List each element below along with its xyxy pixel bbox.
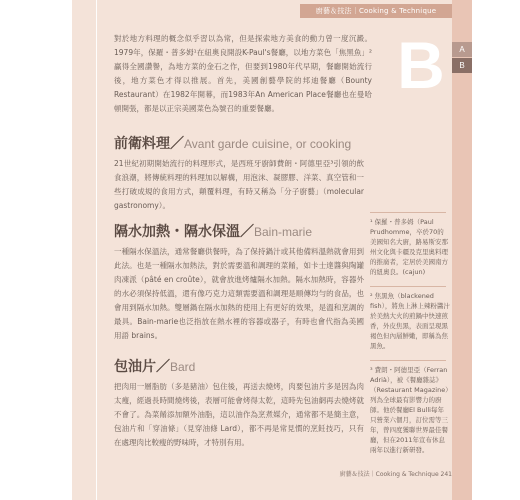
section-body: 把肉用一層脂肪（多是豬油）包住後，再送去燒烤，肉要包油片多是因為肉太瘦，經過長時間燒烤後，表層可能會烤得太乾，這時先包油網再去燒烤就不會了。為菜餚添加額外油脂，這以油作為烹煮媒介，通常都不是簡主意，包油片和「穿油條」（見穿油條 Lard），都不再是常見慣的烹飪技巧，只有在處理肉比較瘦的野味時，才特別有用。 xyxy=(114,382,364,447)
section-title-en: Bain-marie xyxy=(254,225,313,239)
section-avant-garde xyxy=(114,135,364,213)
page-footer: 廚藝＆技法｜Cooking & Technique 241 xyxy=(339,471,452,478)
note-divider xyxy=(370,212,446,213)
note-divider xyxy=(370,360,446,361)
chapter-letter: B xyxy=(397,28,445,102)
tab-b[interactable]: B xyxy=(452,58,472,73)
footnote: ³ 費朗・阿德里亞（Ferran Adrià），被《餐廳雜誌》（Restaurant Magazine）列為全球最有影響力的廚師。他於餐廳El Bulli每年只營業六個月，訂位需等三年，曾四度獲聯世界最佳餐廳，但在2011年宣布休息兩年以進行新研發。 xyxy=(370,366,449,454)
section-title-zh: 隔水加熱・隔水保溫／ xyxy=(114,224,254,240)
footnote: ² 焦黑魚（blackened fish），將魚上淋上辣粉醬汁於美熱大火的煎鍋中快速煎香，外皮焦黑，表面呈現黑褐色但內層鮮嫩，即稱為焦黑魚。 xyxy=(370,292,450,350)
section-title xyxy=(114,135,364,153)
intro-paragraph: 對於地方料理的概念似乎習以為常，但是探索地方美食的動力曾一度沉澱。1979年，保羅・普多姆¹在紐奧良開設K-Paul's餐廳，以地方菜色「焦黑魚」²贏得全國讚譽，為地方菜的金石之作，但要到1980年代早期，餐廳開始流行後，地方菜色才得以推展。首先，美國創藝學院的邦迪餐廳（Bounty Restaurant）在1982年開幕，而1983年An American Place餐廳也在曼哈頓開張，都是以正宗美國菜色為號召的重要餐廳。 xyxy=(114,34,372,113)
header-section-title: 廚藝＆技法｜Cooking & Technique xyxy=(315,7,437,15)
section-body: 21世紀初期開始流行的料理形式，是西班牙廚師費朗・阿德里亞³引領的飲食浪潮，將傳統料理的料理加以解構，用泡沫、凝膠膠、洋菜、真空管和一些打破成規的食用方式，顛覆料理，有時又稱為「分子廚藝」（molecular gastronomy）。 xyxy=(114,159,364,210)
margin-rule xyxy=(96,0,97,500)
section-title xyxy=(114,223,364,241)
section-title-en: Avant garde cuisine, or cooking xyxy=(184,137,352,151)
section-title-en: Bard xyxy=(170,360,196,374)
tab-a[interactable]: A xyxy=(452,42,472,57)
section-title xyxy=(114,358,364,376)
section-body: 一種隔水保溫法，通常餐廳供餐時，為了保持鍋汁或其他備料溫熱就會用到此法。也是一種隔水加熱法，對於需要溫和調理的菜餚，如卡士達醬與陶罐肉凍派（pâté en croûte），就會放進烤爐隔水加熱。隔水加熱時，容器外的水必須保持低溫，還有像巧克力這類需要溫和調理是順傳均勻的食品，也會用到隔水加熱。雙層鍋在隔水加熱的使用上有更好的效果，是溫和烹調的最具。Bain-marie也泛指放在熱水裡的容器或器子，有時也會代指為美國用語 brains。 xyxy=(114,247,364,340)
section-bain-marie xyxy=(114,223,364,343)
sidebar-footnotes xyxy=(370,212,450,464)
section-title-zh: 包油片／ xyxy=(114,359,170,375)
footnote: ¹ 保羅・普多姆（Paul Prudhomme，卒於70的美國知名大廚，路易斯安那州文化與卡疆及克里奧料理的推廣者，定居於美國南方的紐奧良。(cajun) xyxy=(370,218,448,276)
intro-block xyxy=(114,32,372,116)
note-divider xyxy=(370,286,446,287)
section-bard xyxy=(114,358,364,450)
section-title-zh: 前衛料理／ xyxy=(114,136,184,152)
